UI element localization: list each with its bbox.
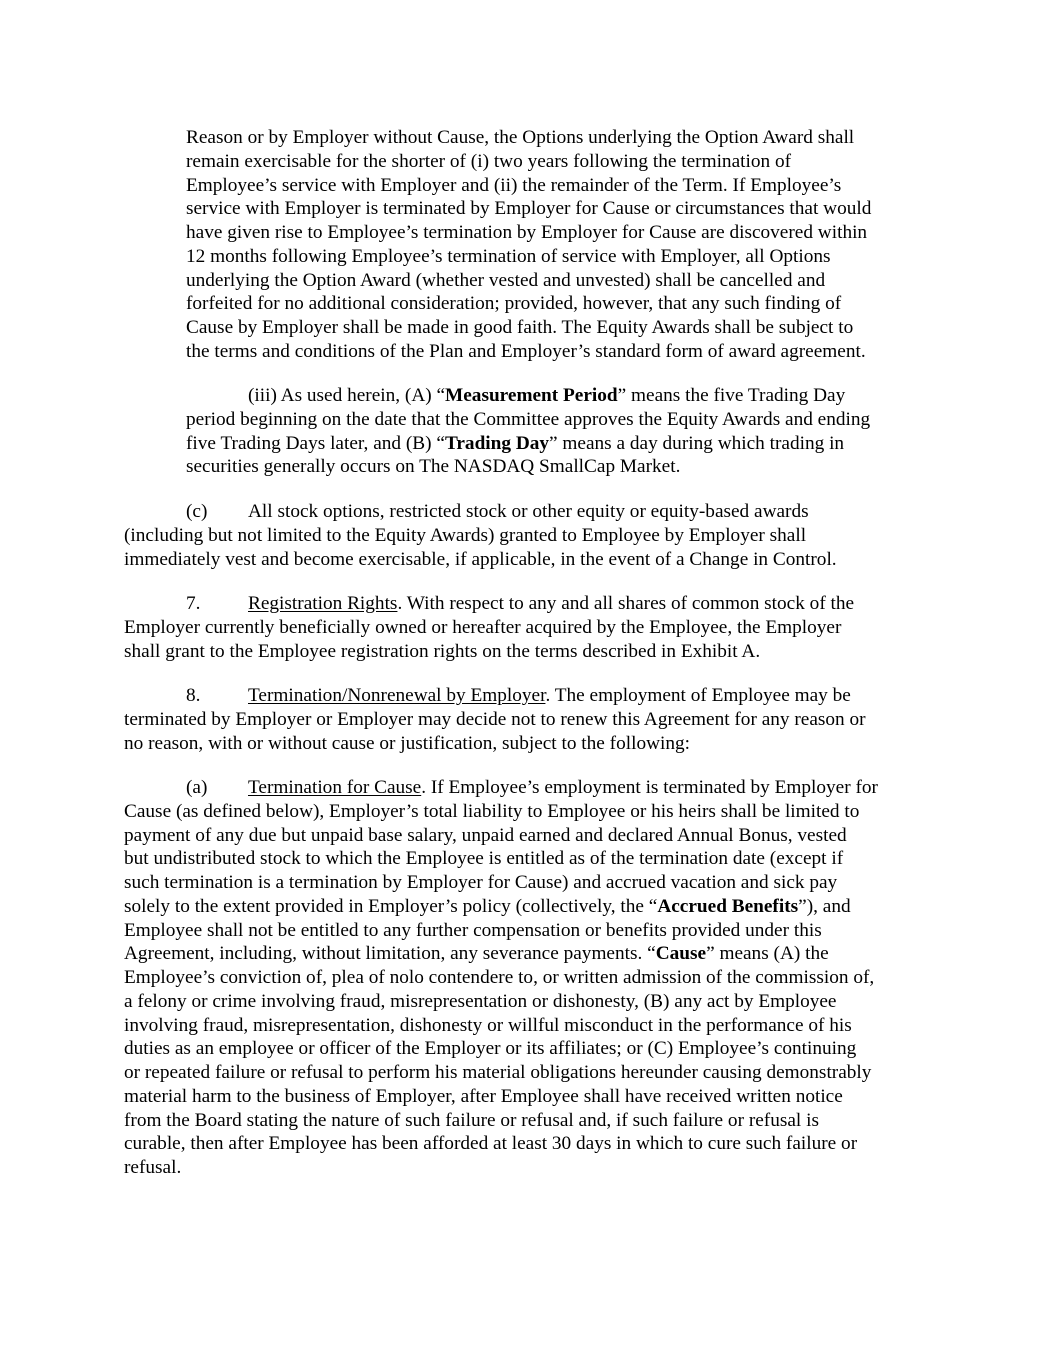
item-number: (a) xyxy=(186,777,208,798)
text-run: All stock options, restricted stock or other equity or equity-based awards xyxy=(248,501,809,522)
text-line: Cause by Employer shall be made in good faith. The Equity Awards shall be subject to xyxy=(186,317,854,338)
text-run: ” means a day during which trading in xyxy=(549,432,845,454)
text-run: ”), and xyxy=(798,895,851,917)
paragraph-c-vesting xyxy=(124,500,837,571)
text-line: from the Board stating the nature of such failure or refusal and, if such failure or refusal is xyxy=(124,1109,819,1131)
paragraph-a-termination-for-cause xyxy=(124,776,878,1180)
text-line: terminated by Employer or Employer may decide not to renew this Agreement for any reason or xyxy=(124,708,866,730)
paragraph-option-award-continuation xyxy=(186,126,871,364)
text-line xyxy=(186,384,870,408)
text-line: have given rise to Employee’s termination by Employer for Cause are discovered within xyxy=(186,222,868,243)
text-line: involving fraud, misrepresentation, dishonesty or willful misconduct in the performance of his xyxy=(124,1014,852,1036)
text-run: ” means the five Trading Day xyxy=(617,385,846,406)
text-run: five Trading Days later, and (B) “ xyxy=(186,432,445,454)
text-line: immediately vest and become exercisable, if applicable, in the event of a Change in Control. xyxy=(124,548,837,570)
text-line: or repeated failure or refusal to perform his material obligations hereunder causing demonstrably xyxy=(124,1062,872,1083)
text-run: solely to the extent provided in Employer’s policy (collectively, the “ xyxy=(124,895,658,917)
text-line: underlying the Option Award (whether vested and unvested) shall be cancelled and xyxy=(186,269,826,291)
defined-term-measurement-period: Measurement Period xyxy=(445,385,618,406)
paragraph-8-termination xyxy=(124,684,866,755)
defined-term-accrued-benefits: Accrued Benefits xyxy=(657,895,799,917)
text-line: Cause (as defined below), Employer’s total liability to Employee or his heirs shall be limited to xyxy=(124,800,860,822)
text-line: but undistributed stock to which the Employee is entitled as of the termination date (except if xyxy=(124,848,844,870)
text-line: the terms and conditions of the Plan and Employer’s standard form of award agreement. xyxy=(186,340,866,362)
text-line xyxy=(124,942,878,966)
text-line: payment of any due but unpaid base salary, unpaid earned and declared Annual Bonus, vested xyxy=(124,824,847,846)
item-number: (c) xyxy=(186,501,208,522)
section-heading: Registration Rights xyxy=(248,593,398,614)
text-run: . With respect to any and all shares of common stock of the xyxy=(397,593,855,614)
text-line: remain exercisable for the shorter of (i) two years following the termination of xyxy=(186,150,792,172)
text-run: (iii) As used herein, (A) “ xyxy=(248,385,446,406)
text-line xyxy=(124,684,866,708)
section-heading: Termination/Nonrenewal by Employer xyxy=(248,685,546,706)
text-line: shall grant to the Employee registration rights on the terms described in Exhibit A. xyxy=(124,640,761,662)
text-run: . If Employee’s employment is terminated by Employer for xyxy=(421,777,878,798)
text-line: forfeited for no additional consideration; provided, however, that any such finding of xyxy=(186,293,842,315)
text-line: such termination is a termination by Employer for Cause) and accrued vacation and sick pay xyxy=(124,872,838,893)
text-line xyxy=(124,776,878,800)
paragraph-7-registration-rights xyxy=(124,592,854,663)
defined-term-trading-day: Trading Day xyxy=(444,432,550,454)
text-line: refusal. xyxy=(124,1157,182,1178)
section-heading: Termination for Cause xyxy=(248,777,422,798)
text-line: (including but not limited to the Equity Awards) granted to Employee by Employer shall xyxy=(124,524,807,546)
text-line xyxy=(124,500,837,524)
text-line: Employee’s conviction of, plea of nolo contendere to, or written admission of the commission of, xyxy=(124,967,875,988)
text-line xyxy=(124,895,878,919)
text-line: a felony or crime involving fraud, misrepresentation or dishonesty, (B) any act by Employee xyxy=(124,990,837,1012)
text-run: Agreement, including, without limitation, any severance payments. “ xyxy=(124,943,656,965)
text-line xyxy=(186,432,870,456)
text-line: Employee shall not be entitled to any further compensation or benefits provided under this xyxy=(124,919,822,941)
defined-term-cause: Cause xyxy=(655,943,707,965)
section-number: 8. xyxy=(186,685,201,706)
text-line: duties as an employee or officer of the Employer or its affiliates; or (C) Employee’s continuing xyxy=(124,1038,857,1060)
text-line: Reason or by Employer without Cause, the Options underlying the Option Award shall xyxy=(186,127,855,148)
text-run: . The employment of Employee may be xyxy=(545,685,851,706)
section-number: 7. xyxy=(186,593,201,614)
text-line: securities generally occurs on The NASDAQ SmallCap Market. xyxy=(186,456,681,478)
text-line: period beginning on the date that the Committee approves the Equity Awards and ending xyxy=(186,408,871,430)
text-line: 12 months following Employee’s termination of service with Employer, all Options xyxy=(186,245,831,267)
text-line: service with Employer is terminated by Employer for Cause or circumstances that would xyxy=(186,198,872,220)
text-line: Employee’s service with Employer and (ii) the remainder of the Term. If Employee’s xyxy=(186,174,842,196)
text-run: ” means (A) the xyxy=(706,943,829,965)
text-line xyxy=(124,592,854,616)
text-line: no reason, with or without cause or justification, subject to the following: xyxy=(124,732,691,754)
text-line: curable, then after Employee has been afforded at least 30 days in which to cure such failure or xyxy=(124,1133,858,1155)
text-line: Employer currently beneficially owned or hereafter acquired by the Employee, the Employer xyxy=(124,616,842,638)
text-line: material harm to the business of Employer, after Employee shall have received written notice xyxy=(124,1085,843,1107)
paragraph-definitions-iii xyxy=(186,384,870,479)
